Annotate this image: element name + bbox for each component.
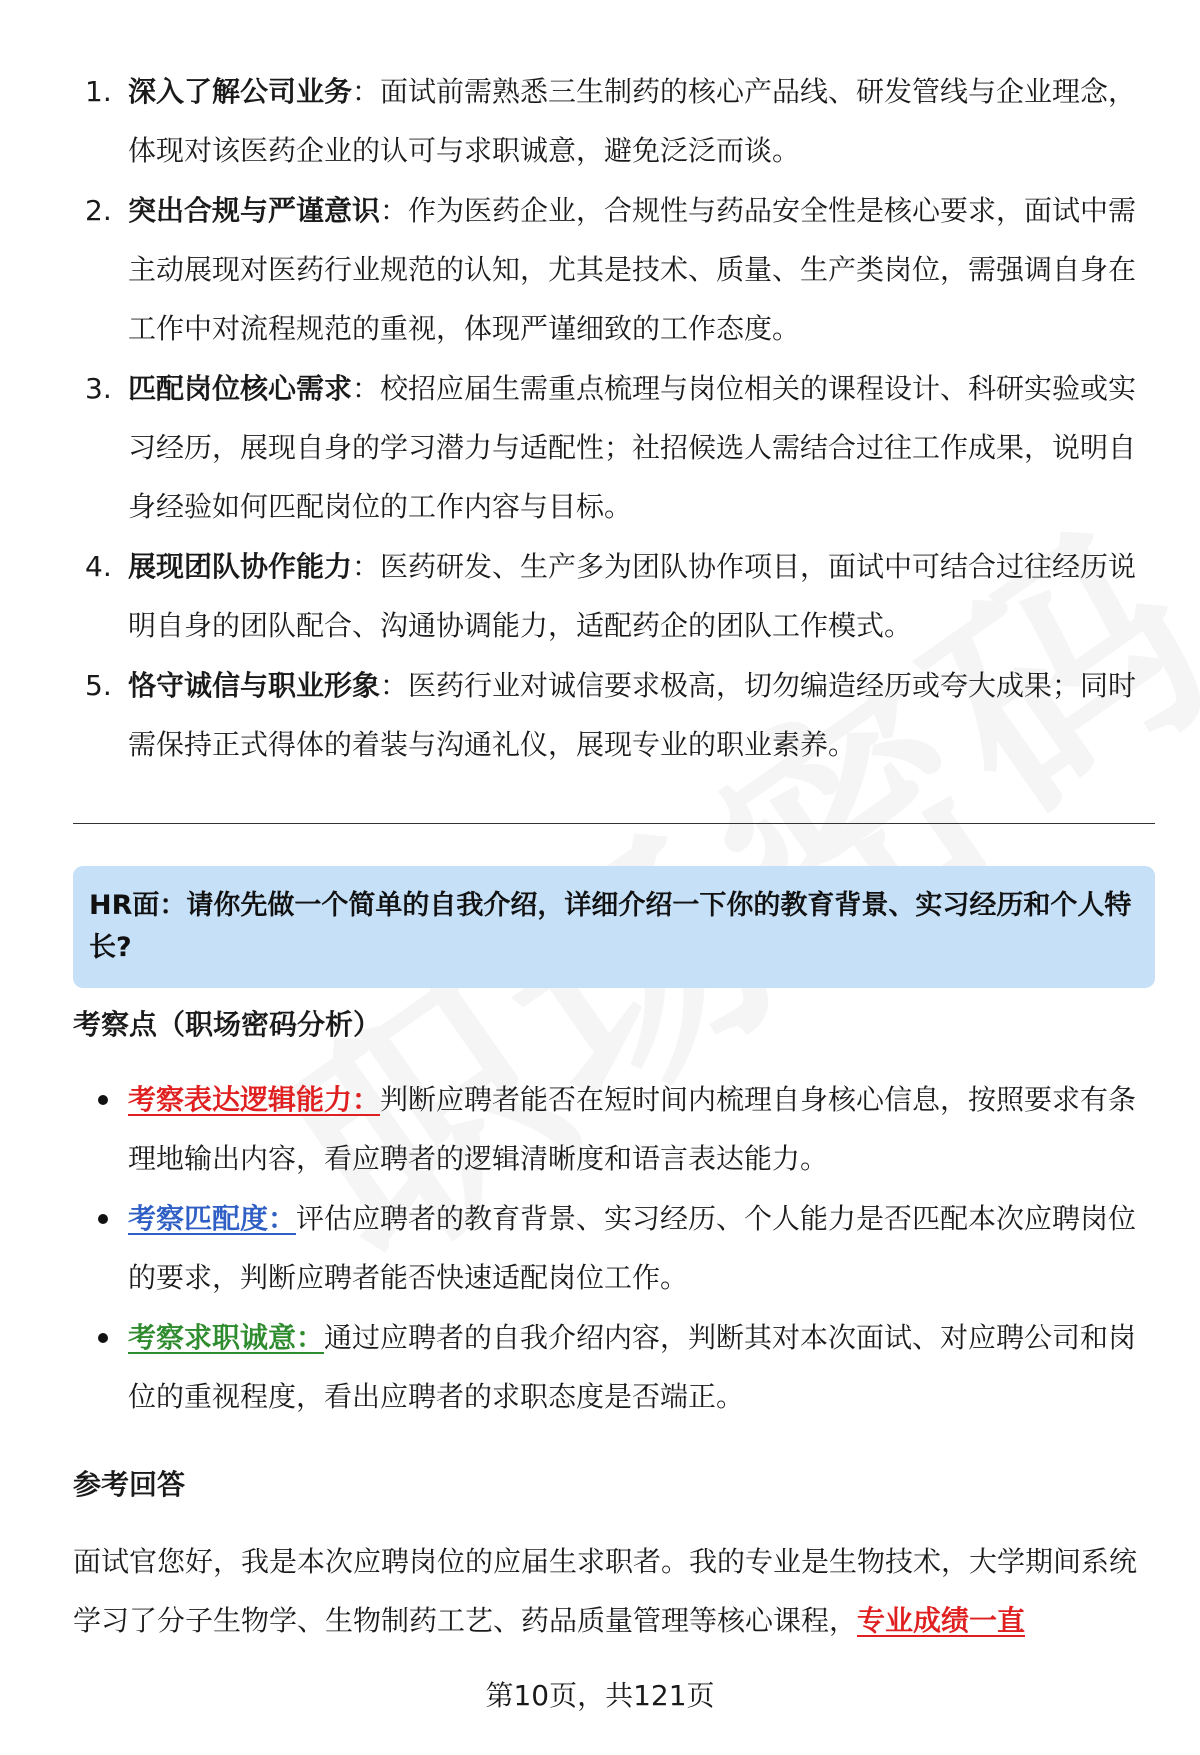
tip-title: 匹配岗位核心需求 [128, 372, 353, 405]
tip-text: ：医药行业对诚信要求极高，切勿编造经历或夸大成果；同时需保持正式得体的着装与沟通礼仪，展现专业的职业素养。 [128, 669, 1137, 761]
tip-text: ：面试前需熟悉三生制药的核心产品线、研发管线与企业理念，体现对该医药企业的认可与求职诚意，避免泛泛而谈。 [128, 75, 1137, 167]
points-list [80, 1070, 1145, 1427]
point-keyword: 考察匹配度： [128, 1202, 297, 1235]
tip-title: 展现团队协作能力 [128, 550, 353, 583]
answer-heading: 参考回答 [73, 1468, 186, 1501]
points-heading: 考察点（职场密码分析） [73, 1008, 382, 1041]
tip-text: ：校招应届生需重点梳理与岗位相关的课程设计、科研实验或实习经历，展现自身的学习潜力与适配性；社招候选人需结合过往工作成果，说明自身经验如何匹配岗位的工作内容与目标。 [128, 372, 1137, 523]
list-item [80, 1308, 1145, 1426]
bullet-icon [98, 1214, 108, 1224]
bullet-icon [98, 1333, 108, 1343]
list-item: 1. 深入了解公司业务：面试前需熟悉三生制药的核心产品线、研发管线与企业理念，体现对该医药企业的认可与求职诚意，避免泛泛而谈。 [85, 75, 1137, 167]
answer-paragraph: 面试官您好，我是本次应聘岗位的应届生求职者。我的专业是生物技术，大学期间系统学习了分子生物学、生物制药工艺、药品质量管理等核心课程，专业成绩一直 [73, 1545, 1138, 1637]
section-divider [73, 823, 1155, 824]
bullet-icon [98, 1095, 108, 1105]
point-text: 判断应聘者能否在短时间内梳理自身核心信息，按照要求有条理地输出内容，看应聘者的逻辑清晰度和语言表达能力。 [128, 1083, 1137, 1175]
list-item: 5. 恪守诚信与职业形象：医药行业对诚信要求极高，切勿编造经历或夸大成果；同时需保持正式得体的着装与沟通礼仪，展现专业的职业素养。 [85, 669, 1137, 761]
list-item [80, 1070, 1145, 1188]
tip-text: ：作为医药企业，合规性与药品安全性是核心要求，面试中需主动展现对医药行业规范的认知，尤其是技术、质量、生产类岗位，需强调自身在工作中对流程规范的重视，体现严谨细致的工作态度。 [128, 194, 1137, 345]
list-item: 4. 展现团队协作能力：医药研发、生产多为团队协作项目，面试中可结合过往经历说明自身的团队配合、沟通协调能力，适配药企的团队工作模式。 [85, 550, 1137, 642]
tip-title: 恪守诚信与职业形象 [128, 669, 381, 702]
tip-title: 深入了解公司业务 [128, 75, 353, 108]
tip-title: 突出合规与严谨意识 [128, 194, 381, 227]
point-keyword: 考察求职诚意： [128, 1321, 325, 1354]
tips-list [80, 62, 1145, 775]
answer-highlight: 专业成绩一直 [857, 1604, 1026, 1637]
point-text: 通过应聘者的自我介绍内容，判断其对本次面试、对应聘公司和岗位的重视程度，看出应聘者的求职态度是否端正。 [128, 1321, 1137, 1413]
list-item [80, 1189, 1145, 1307]
page-footer: 第10页，共121页 [485, 1679, 715, 1712]
point-keyword: 考察表达逻辑能力： [128, 1083, 381, 1116]
point-text: 评估应聘者的教育背景、实习经历、个人能力是否匹配本次应聘岗位的要求，判断应聘者能否快速适配岗位工作。 [128, 1202, 1137, 1294]
tip-text: ：医药研发、生产多为团队协作项目，面试中可结合过往经历说明自身的团队配合、沟通协调能力，适配药企的团队工作模式。 [128, 550, 1137, 642]
list-item: 3. 匹配岗位核心需求：校招应届生需重点梳理与岗位相关的课程设计、科研实验或实习经历，展现自身的学习潜力与适配性；社招候选人需结合过往工作成果，说明自身经验如何匹配岗位的工作内容与目标。 [85, 372, 1137, 523]
list-item: 2. 突出合规与严谨意识：作为医药企业，合规性与药品安全性是核心要求，面试中需主动展现对医药行业规范的认知，尤其是技术、质量、生产类岗位，需强调自身在工作中对流程规范的重视，体现严谨细致的工作态度。 [85, 194, 1137, 345]
question-box: HR面：请你先做一个简单的自我介绍，详细介绍一下你的教育背景、实习经历和个人特长? [73, 866, 1155, 988]
